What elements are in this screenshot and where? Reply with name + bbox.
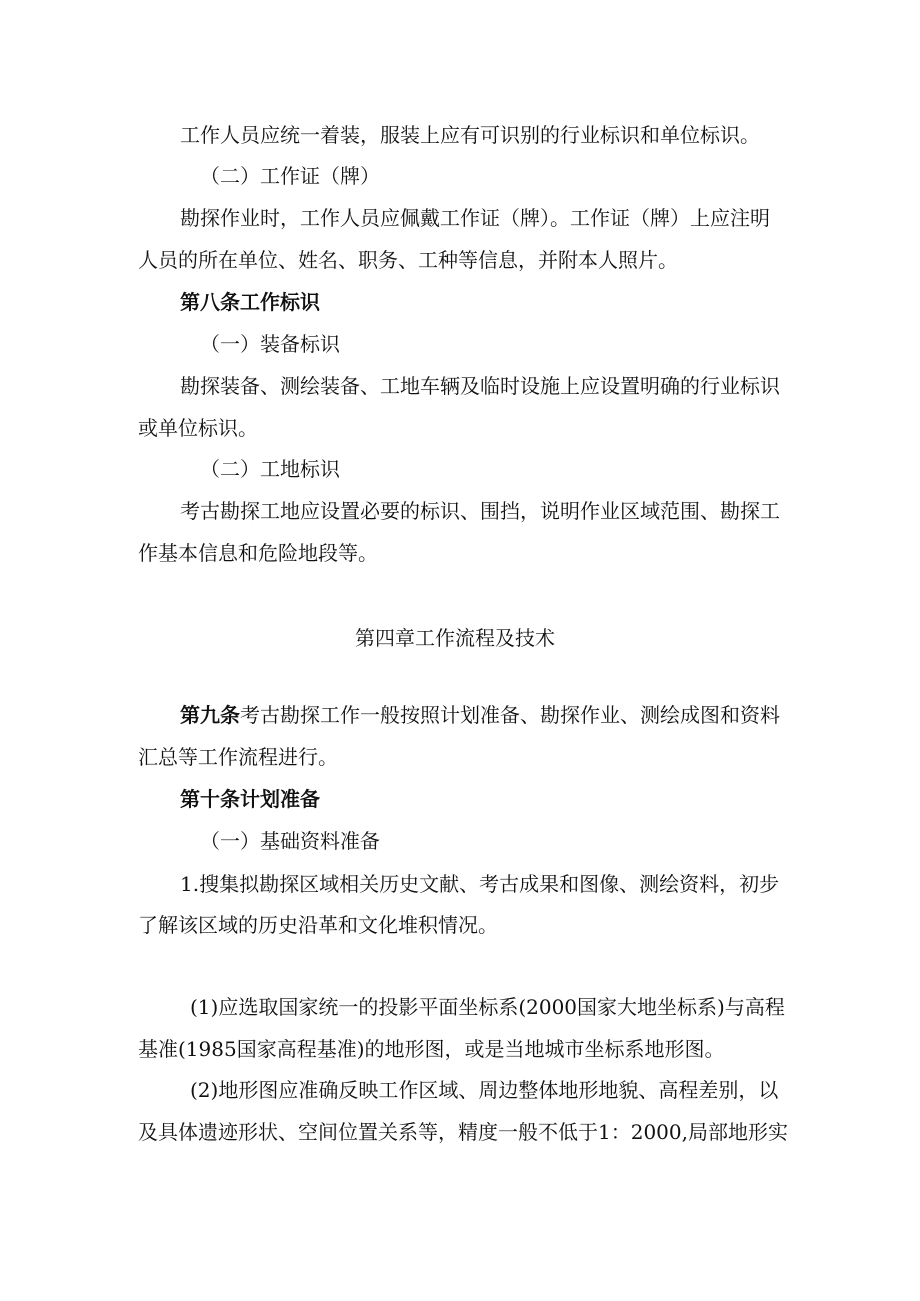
paragraph-line: 作基本信息和危险地段等。 (138, 541, 378, 565)
paragraph-line (0, 702, 920, 728)
paragraph-line: 或单位标识。 (138, 416, 258, 440)
article-number: 第九条 (180, 703, 240, 727)
subsection-heading: （二）工作证（牌） (200, 164, 380, 188)
paragraph-line: 勘探装备、测绘装备、工地车辆及临时设施上应设置明确的行业标识 (180, 374, 780, 398)
article-heading: 第十条计划准备 (180, 787, 320, 811)
subsection-heading: （一）装备标识 (200, 332, 340, 356)
paragraph-line: 人员的所在单位、姓名、职务、工种等信息，并附本人照片。 (138, 248, 678, 272)
paragraph-line: 勘探作业时，工作人员应佩戴工作证（牌）。工作证（牌）上应注明 (180, 206, 770, 230)
paragraph-line: 1.搜集拟勘探区域相关历史文献、考古成果和图像、测绘资料，初步 (180, 872, 780, 896)
paragraph-line: 基准(1985国家高程基准)的地形图，或是当地城市坐标系地形图。 (138, 1037, 725, 1061)
paragraph-line: 了解该区域的历史沿革和文化堆积情况。 (138, 913, 498, 937)
paragraph-line: 汇总等工作流程进行。 (138, 745, 338, 769)
paragraph-line: (2)地形图应准确反映工作区域、周边整体地形地貌、高程差别，以 (190, 1078, 779, 1102)
subsection-heading: （一）基础资料准备 (200, 829, 380, 853)
article-text: 考古勘探工作一般按照计划准备、勘探作业、测绘成图和资料 (240, 703, 780, 727)
chapter-title: 第四章工作流程及技术 (355, 626, 555, 650)
paragraph-line: 考古勘探工地应设置必要的标识、围挡，说明作业区域范围、勘探工 (180, 499, 780, 523)
subsection-heading: （二）工地标识 (200, 457, 340, 481)
paragraph-line: 及具体遗迹形状、空间位置关系等，精度一般不低于1：2000,局部地形实 (138, 1120, 788, 1144)
paragraph-line: 工作人员应统一着装，服装上应有可识别的行业标识和单位标识。 (180, 123, 760, 147)
paragraph-line: (1)应选取国家统一的投影平面坐标系(2000国家大地坐标系)与高程 (190, 995, 785, 1019)
article-heading: 第八条工作标识 (180, 290, 320, 314)
